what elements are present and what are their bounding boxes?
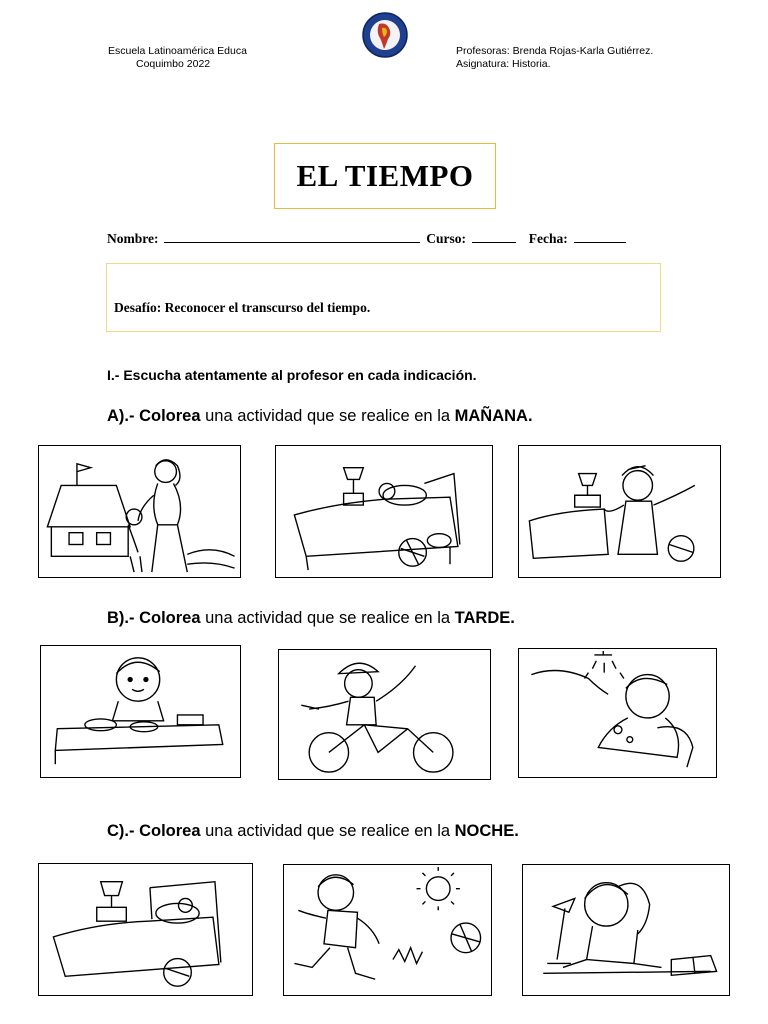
- instruction-text: I.- Escucha atentamente al profesor en cada indicación.: [107, 367, 477, 383]
- section-a-time: MAÑANA.: [454, 407, 533, 425]
- teachers-line: Profesoras: Brenda Rojas-Karla Gutiérrez.: [456, 45, 654, 57]
- reading-child-icon: [523, 865, 729, 995]
- name-label: Nombre:: [107, 231, 159, 246]
- picture-child-riding-bicycle[interactable]: [278, 649, 491, 780]
- section-c-heading: [107, 822, 519, 841]
- date-field[interactable]: [574, 242, 626, 243]
- name-field[interactable]: [164, 242, 420, 243]
- course-field[interactable]: [472, 242, 516, 243]
- date-label: Fecha:: [528, 231, 568, 246]
- sleeping-child-icon: [276, 446, 492, 577]
- school-logo-icon: [362, 12, 408, 58]
- section-a-verb: Colorea: [139, 407, 201, 425]
- title-box: [274, 143, 496, 209]
- section-b-time: TARDE.: [454, 609, 515, 627]
- bicycle-child-icon: [279, 650, 490, 779]
- section-a-heading: [107, 407, 533, 426]
- picture-child-showering[interactable]: [518, 648, 717, 778]
- picture-child-in-bed-night[interactable]: [38, 863, 253, 996]
- section-b-verb: Colorea: [139, 609, 201, 627]
- section-c-prefix: C).-: [107, 822, 135, 840]
- picture-child-sleeping-in-bed[interactable]: [275, 445, 493, 578]
- section-c-time: NOCHE.: [454, 822, 519, 840]
- school-location-year: Coquimbo 2022: [136, 58, 211, 70]
- picture-child-eating[interactable]: [40, 645, 241, 778]
- course-label: Curso:: [426, 231, 466, 246]
- section-c-text: una actividad que se realice en la: [205, 822, 451, 840]
- section-a-prefix: A).-: [107, 407, 135, 425]
- school-name: Escuela Latinoamérica Educa: [108, 45, 247, 57]
- playing-ball-icon: [284, 865, 491, 995]
- eating-child-icon: [41, 646, 240, 777]
- shower-child-icon: [519, 649, 716, 777]
- night-bed-icon: [39, 864, 252, 995]
- section-b-heading: [107, 609, 515, 628]
- challenge-text: Desafío: Reconocer el transcurso del tiempo.: [114, 300, 371, 315]
- section-a-text: una actividad que se realice en la: [205, 407, 451, 425]
- picture-child-reading-lamp[interactable]: [522, 864, 730, 996]
- subject-line: Asignatura: Historia.: [456, 58, 551, 70]
- page-title: EL TIEMPO: [296, 158, 474, 193]
- picture-mother-child-school[interactable]: [38, 445, 241, 578]
- section-b-text: una actividad que se realice en la: [205, 609, 451, 627]
- picture-child-playing-ball-sun[interactable]: [283, 864, 492, 996]
- challenge-box: [106, 263, 661, 332]
- student-info-line: [107, 231, 626, 247]
- section-c-verb: Colorea: [139, 822, 201, 840]
- school-scene-icon: [39, 446, 240, 577]
- section-b-prefix: B).-: [107, 609, 135, 627]
- waking-child-icon: [519, 446, 720, 577]
- picture-child-waking-up[interactable]: [518, 445, 721, 578]
